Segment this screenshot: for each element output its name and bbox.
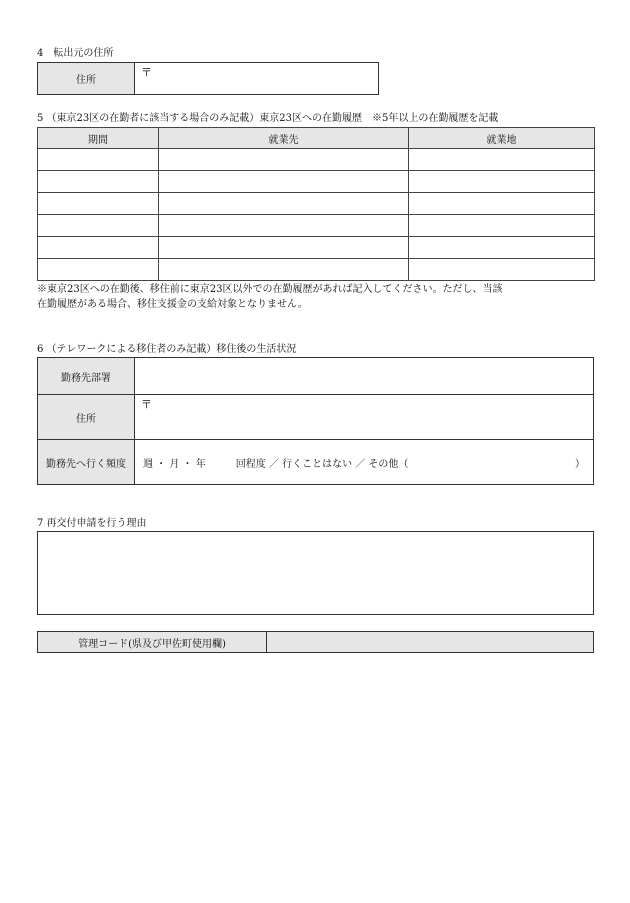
table-row	[38, 193, 595, 215]
header-employer: 就業先	[159, 128, 409, 149]
section6-address-field[interactable]	[134, 394, 594, 440]
work-location-cell[interactable]	[409, 259, 595, 281]
period-cell[interactable]	[38, 149, 159, 171]
employer-cell[interactable]	[159, 215, 409, 237]
section5-note	[37, 282, 597, 312]
section5-title: 5 （東京23区の在勤者に該当する場合のみ記載）東京23区への在勤履歴 ※5年以上の在勤履歴を記載	[37, 113, 499, 124]
work-location-cell[interactable]	[409, 237, 595, 259]
section5-note-line2: 在勤履歴がある場合、移住支援金の支給対象となりません。	[37, 299, 308, 310]
work-location-cell[interactable]	[409, 149, 595, 171]
work-location-cell[interactable]	[409, 171, 595, 193]
section6-title: 6 （テレワークによる移住者のみ記載）移住後の生活状況	[37, 344, 297, 355]
table-row	[38, 259, 595, 281]
mgmt-code-label	[37, 631, 267, 653]
work-location-cell[interactable]	[409, 215, 595, 237]
section4-address-label	[37, 62, 135, 95]
period-cell[interactable]	[38, 259, 159, 281]
section4-address-field[interactable]	[134, 62, 379, 95]
section6-frequency-label	[37, 439, 135, 485]
employer-cell[interactable]	[159, 149, 409, 171]
header-period: 期間	[38, 128, 159, 149]
period-cell[interactable]	[38, 215, 159, 237]
section6-dept-label-text: 勤務先部署	[61, 372, 111, 384]
section6-frequency-close: ）	[575, 458, 585, 470]
section6-address-label-text: 住所	[76, 413, 96, 425]
section6-dept-field[interactable]	[134, 357, 594, 395]
employer-cell[interactable]	[159, 237, 409, 259]
section4-postal-mark: 〒	[141, 66, 152, 79]
mgmt-code-label-text: 管理コード(県及び甲佐町使用欄)	[78, 638, 226, 650]
employer-cell[interactable]	[159, 171, 409, 193]
section5-history-table	[37, 127, 595, 281]
employer-cell[interactable]	[159, 259, 409, 281]
work-location-cell[interactable]	[409, 193, 595, 215]
period-cell[interactable]	[38, 237, 159, 259]
table-header-row	[38, 128, 595, 149]
section6-frequency-field[interactable]	[134, 439, 594, 485]
section7-reason-field[interactable]	[37, 531, 594, 615]
section6-address-label	[37, 394, 135, 440]
header-work-location: 就業地	[409, 128, 595, 149]
section5-note-line1: ※東京23区への在勤後、移住前に東京23区以外での在勤履歴があれば記入してください。ただし、当該	[37, 284, 503, 295]
table-row	[38, 237, 595, 259]
table-row	[38, 215, 595, 237]
section6-postal-mark: 〒	[141, 398, 152, 411]
period-cell[interactable]	[38, 193, 159, 215]
section6-frequency-label-text: 勤務先へ行く頻度	[46, 458, 126, 470]
period-cell[interactable]	[38, 171, 159, 193]
table-row	[38, 149, 595, 171]
employer-cell[interactable]	[159, 193, 409, 215]
table-row	[38, 171, 595, 193]
section7-title: 7 再交付申請を行う理由	[37, 518, 147, 529]
section6-dept-label	[37, 357, 135, 395]
section4-title: 4 転出元の住所	[37, 48, 114, 59]
section6-frequency-text: 週 ・ 月 ・ 年 回程度 ／ 行くことはない ／ その他（	[143, 458, 409, 470]
section4-address-label-text: 住所	[76, 75, 96, 86]
mgmt-code-field	[266, 631, 594, 653]
